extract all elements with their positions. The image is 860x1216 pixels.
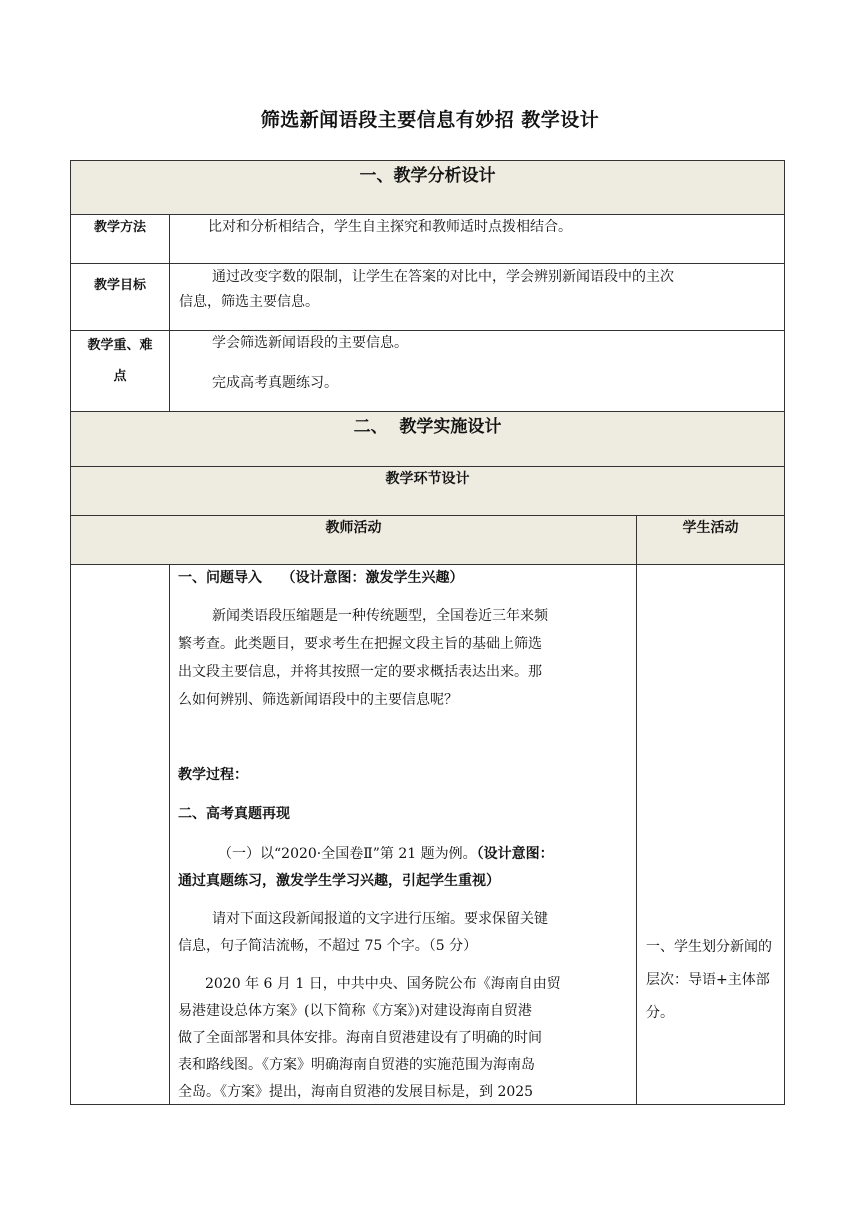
news-line: 易港建设总体方案》(以下简称《方案》)对建设海南自贸港 xyxy=(178,1003,532,1019)
intro-line: 么如何辨别、筛选新闻语段中的主要信息呢？ xyxy=(178,692,458,708)
news-line: 表和路线图。《方案》明确海南自贸港的实施范围为海南岛 xyxy=(178,1057,535,1073)
goal-label: 教学目标 xyxy=(93,278,146,293)
key-text-line2: 完成高考真题练习。 xyxy=(212,375,338,391)
method-text: 比对和分析相结合，学生自主探究和教师适时点拨相结合。 xyxy=(208,219,572,235)
task-line: 信息，句子简洁流畅，不超过 75 个字。（5 分） xyxy=(178,938,478,954)
teacher-activity-header: 教师活动 xyxy=(325,520,382,536)
table-border xyxy=(70,330,785,331)
table-border xyxy=(70,160,71,1105)
news-line: 做了全面部署和具体安排。海南自贸港建设有了明确的时间 xyxy=(178,1030,542,1046)
method-label: 教学方法 xyxy=(93,220,146,235)
design-intent-label: （设计意图： xyxy=(476,846,554,862)
process-label: 教学过程： xyxy=(178,767,248,783)
goal-text-line2: 信息，筛选主要信息。 xyxy=(179,294,319,310)
example-line2: 通过真题练习，激发学生学习兴趣，引起学生重视） xyxy=(178,873,500,889)
goal-text-line1: 通过改变字数的限制，让学生在答案的对比中，学会辨别新闻语段中的主次 xyxy=(212,269,674,285)
document-title: 筛选新闻语段主要信息有妙招 教学设计 xyxy=(260,109,600,131)
table-border xyxy=(169,564,170,1105)
key-label-line2: 点 xyxy=(113,369,127,384)
student-line: 一、学生划分新闻的 xyxy=(646,939,772,955)
example-line1 xyxy=(218,840,554,868)
student-line: 分。 xyxy=(646,1005,674,1021)
key-text-line1: 学会筛选新闻语段的主要信息。 xyxy=(212,335,408,351)
intro-line: 繁考查。此类题目，要求考生在把握文段主旨的基础上筛选 xyxy=(178,636,542,652)
table-border xyxy=(70,411,785,412)
student-activity-header: 学生活动 xyxy=(682,520,739,536)
key-label-line1: 教学重、难 xyxy=(87,338,153,353)
table-border xyxy=(636,515,637,1105)
section1-heading: 一、教学分析设计 xyxy=(359,166,496,186)
table-border xyxy=(169,214,170,412)
intro-line: 新闻类语段压缩题是一种传统题型，全国卷近三年来频 xyxy=(212,608,548,624)
intro-line: 出文段主要信息，并将其按照一定的要求概括表达出来。那 xyxy=(178,664,542,680)
task-line: 请对下面这段新闻报道的文字进行压缩。要求保留关键 xyxy=(212,911,548,927)
student-line: 层次：导语+主体部 xyxy=(646,972,770,988)
exam-heading: 二、高考真题再现 xyxy=(178,806,290,822)
intro-heading: 一、问题导入 （设计意图：激发学生兴趣） xyxy=(178,570,464,586)
table-border xyxy=(784,160,785,1105)
news-line: 2020 年 6 月 1 日，中共中央、国务院公布《海南自由贸 xyxy=(205,976,561,992)
table-border xyxy=(70,160,785,161)
section2-heading: 二、 教学实施设计 xyxy=(353,417,502,437)
example-text: （一）以“2020·全国卷Ⅱ”第 21 题为例。 xyxy=(218,846,477,862)
news-line: 全岛。《方案》提出，海南自贸港的发展目标是，到 2025 xyxy=(178,1084,534,1100)
section2-subheading: 教学环节设计 xyxy=(385,471,470,487)
